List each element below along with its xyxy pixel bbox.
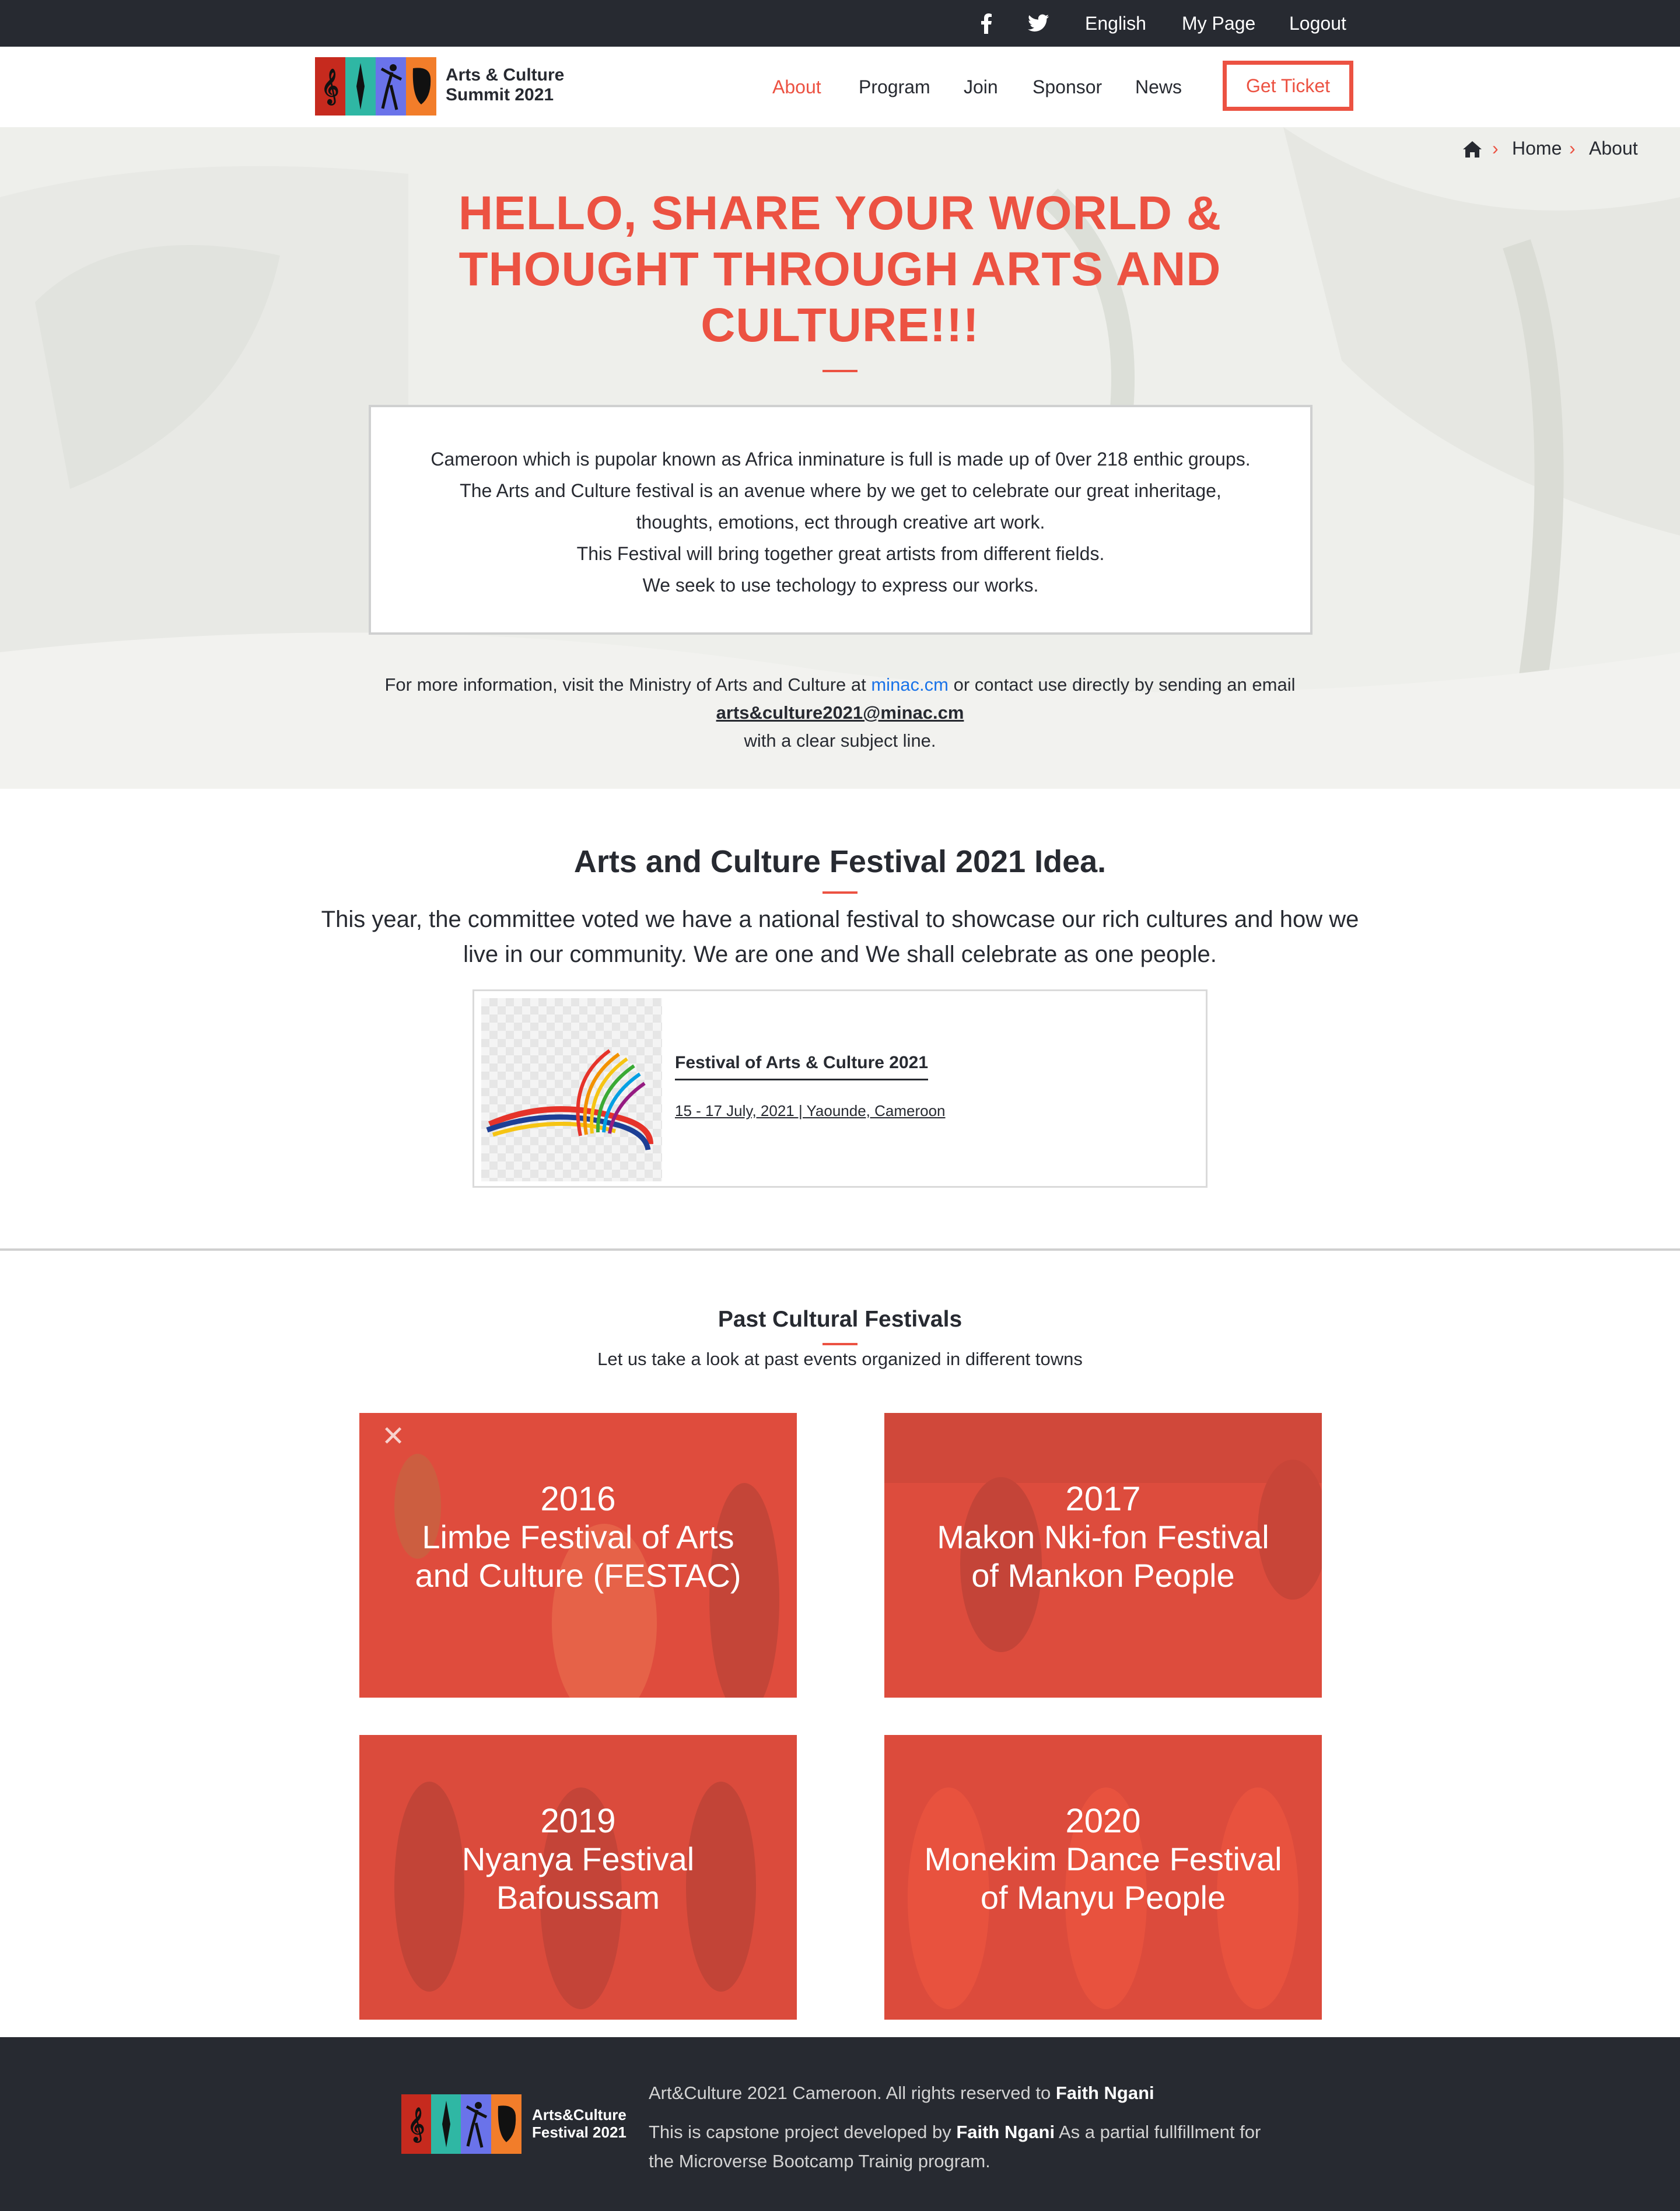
get-ticket-button[interactable]: Get Ticket: [1223, 61, 1353, 111]
description-line: We seek to use techology to express our works.: [642, 575, 1039, 596]
section-divider: [0, 1248, 1680, 1251]
chevron-right-icon: ›: [1492, 138, 1499, 159]
info-text: For more information, visit the Ministry of Arts and Culture at: [384, 674, 872, 695]
home-icon[interactable]: [1462, 140, 1483, 158]
breadcrumb-current: About: [1589, 138, 1638, 159]
description-line: thoughts, emotions, ect through creative art work.: [636, 512, 1045, 533]
footer: [0, 2037, 1680, 2211]
facebook-icon[interactable]: [980, 13, 993, 34]
festival-card-date: 15 - 17 July, 2021 | Yaounde, Cameroon: [675, 1102, 946, 1120]
music-clef-icon: 𝄞: [315, 57, 345, 116]
description-line: Cameroon which is pupolar known as Africa inminature is full is made up of 0ver 218 enthic groups.: [430, 449, 1251, 470]
top-bar: [0, 0, 1680, 47]
dancer-icon: [461, 2094, 491, 2154]
brand-name: [446, 65, 564, 105]
nav-about[interactable]: About: [772, 76, 821, 97]
author-name: Faith Ngani: [956, 2122, 1055, 2142]
project-text: As a partial fullfillment for the Microverse Bootcamp Trainig program.: [649, 2122, 1261, 2171]
past-festivals-subtitle: Let us take a look at past events organized in different towns: [597, 1349, 1083, 1369]
main-header: [0, 47, 1680, 127]
festival-card[interactable]: [473, 989, 1208, 1188]
brush-icon: [431, 2094, 461, 2154]
info-text: or contact use directly by sending an email: [949, 674, 1296, 695]
idea-text: This year, the committee voted we have a national festival to showcase our rich cultures and how we live in our community. We are one and We shall celebrate as one people.: [321, 907, 1359, 967]
past-title-underline: [822, 1343, 858, 1345]
idea-title-underline: [822, 891, 858, 894]
festival-year: 2017: [1065, 1480, 1141, 1518]
logout-link[interactable]: Logout: [1289, 13, 1346, 34]
my-page-link[interactable]: My Page: [1182, 13, 1256, 34]
festival-tile-2020[interactable]: [884, 1735, 1322, 2020]
logo[interactable]: [315, 57, 436, 116]
festival-year: 2016: [540, 1480, 616, 1518]
festival-name: Makon Nki-fon Festival of Mankon People: [937, 1519, 1269, 1594]
nav-join[interactable]: Join: [964, 76, 998, 97]
breadcrumb-home[interactable]: Home: [1512, 138, 1562, 159]
ministry-link[interactable]: minac.cm: [871, 674, 949, 695]
festival-name: Monekim Dance Festival of Manyu People: [924, 1841, 1282, 1916]
footer-brand-line-2: Festival 2021: [532, 2123, 626, 2141]
hero-title: HELLO, SHARE YOUR WORLD & THOUGHT THROUGH ARTS AND CULTURE!!!: [458, 187, 1222, 352]
festival-name: Nyanya Festival Bafoussam: [461, 1841, 695, 1916]
footer-brand-line-1: Arts&Culture: [532, 2106, 626, 2123]
description-line: The Arts and Culture festival is an avenue where by we get to celebrate our great inheritage,: [460, 480, 1222, 501]
nav-sponsor[interactable]: Sponsor: [1032, 76, 1102, 97]
chevron-right-icon: ›: [1569, 138, 1576, 159]
language-selector[interactable]: English: [1085, 13, 1146, 34]
contact-info: [257, 671, 1423, 755]
dancer-icon: [376, 57, 406, 116]
footer-logo[interactable]: [401, 2094, 522, 2154]
nav-news[interactable]: News: [1135, 76, 1182, 97]
footer-rights: [649, 2083, 1154, 2104]
brand-line-2: Summit 2021: [446, 85, 554, 104]
brand-line-1: Arts & Culture: [446, 65, 565, 85]
music-clef-icon: 𝄞: [401, 2094, 431, 2154]
festival-year: 2019: [540, 1802, 616, 1840]
festival-tile-2017[interactable]: [884, 1413, 1322, 1698]
close-icon[interactable]: ✕: [382, 1421, 405, 1452]
festival-tile-2016[interactable]: [359, 1413, 797, 1698]
footer-project-info: [649, 2118, 1290, 2176]
festival-name: Limbe Festival of Arts and Culture (FESTAC): [415, 1519, 741, 1594]
title-underline: [822, 370, 858, 372]
theatre-mask-icon: [406, 57, 436, 116]
past-festivals-title: Past Cultural Festivals: [718, 1307, 963, 1332]
idea-title: Arts and Culture Festival 2021 Idea.: [573, 844, 1107, 879]
author-name: Faith Ngani: [1055, 2083, 1154, 2103]
info-text: with a clear subject line.: [744, 730, 936, 751]
nav-program[interactable]: Program: [859, 76, 930, 97]
theatre-mask-icon: [491, 2094, 522, 2154]
festival-year: 2020: [1065, 1802, 1141, 1840]
project-text: This is capstone project developed by: [649, 2122, 957, 2142]
description-box: [369, 405, 1312, 635]
contact-email-link[interactable]: arts&culture2021@minac.cm: [716, 702, 964, 723]
footer-brand-name: [532, 2106, 626, 2141]
festival-logo-image: [481, 998, 662, 1181]
festival-card-title[interactable]: Festival of Arts & Culture 2021: [675, 1053, 928, 1080]
twitter-icon[interactable]: [1028, 14, 1049, 32]
rights-text: Art&Culture 2021 Cameroon. All rights reserved to: [649, 2083, 1056, 2103]
festival-tile-2019[interactable]: [359, 1735, 797, 2020]
description-line: This Festival will bring together great artists from different fields.: [576, 543, 1105, 564]
brush-icon: [345, 57, 376, 116]
